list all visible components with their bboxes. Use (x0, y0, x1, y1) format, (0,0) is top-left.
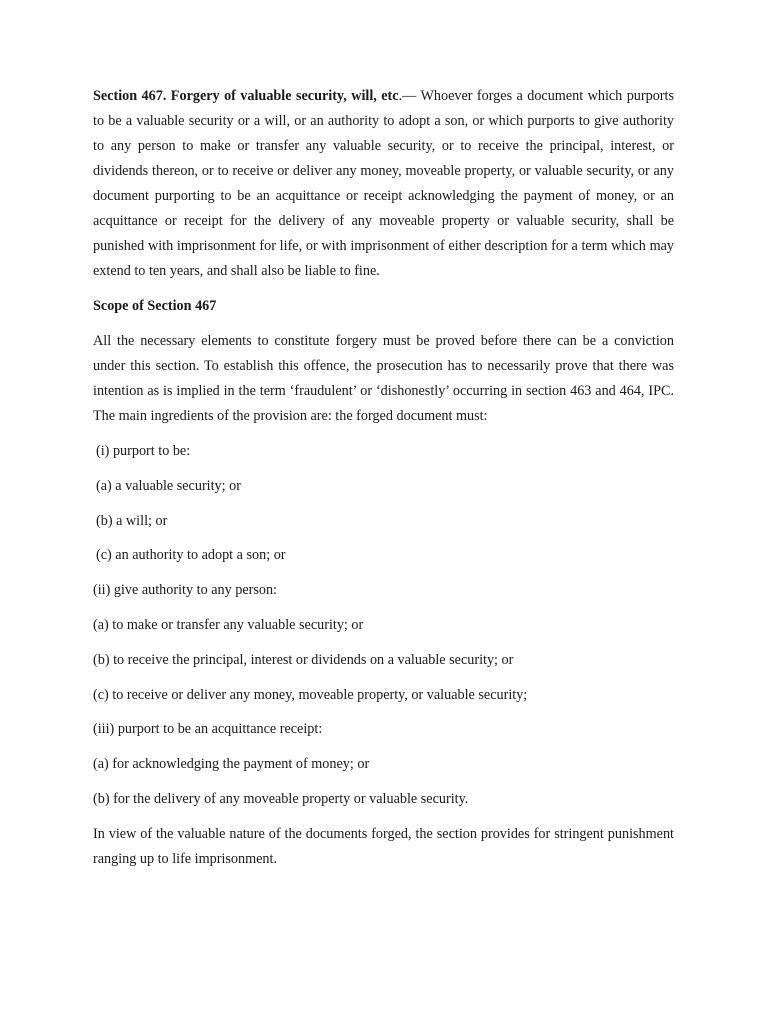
list-item: (c) to receive or deliver any money, moveable property, or valuable security; (93, 686, 528, 703)
section-title: Section 467. Forgery of valuable security, will, etc (93, 88, 399, 104)
section-paragraph (93, 84, 674, 284)
section-text: Whoever forges a document which purports to be a valuable security or a will, or an authority to adopt a son, or which purports to give authority to any person to make or transfer any valuable security, or to receive the principal, interest, or dividends thereon, or to receive or deliver any money, moveable property, or valuable security, or any document purporting to be an acquittance or receipt acknowledging the payment of money, or an acquittance or receipt for the delivery of any moveable property or valuable security, shall be punished with imprisonment for life, or with imprisonment of either description for a term which may extend to ten years, and shall also be liable to fine. (93, 88, 674, 279)
list-item: (b) for the delivery of any moveable property or valuable security. (93, 790, 469, 807)
list-item: (b) a will; or (96, 512, 168, 529)
document-page (93, 84, 674, 872)
list-item: (a) a valuable security; or (96, 477, 241, 494)
list-item: (c) an authority to adopt a son; or (96, 547, 286, 564)
scope-conclusion: In view of the valuable nature of the documents forged, the section provides for stringent punishment ranging up to life imprisonment. (93, 825, 674, 867)
list-item: (ii) give authority to any person: (93, 582, 278, 599)
list-item: (i) purport to be: (96, 443, 191, 459)
scope-intro: All the necessary elements to constitute forgery must be proved before there can be a conviction under this section. To establish this offence, the prosecution has to necessarily prove that there was intention as is implied in the term ‘fraudulent’ or ‘dishonestly’ occurring in section 463 and 464, IPC. The main ingredients of the provision are: the forged document must: (93, 333, 674, 424)
list-item: (a) for acknowledging the payment of money; or (93, 756, 370, 773)
list-item: (iii) purport to be an acquittance receipt: (93, 721, 323, 738)
scope-heading: Scope of Section 467 (93, 298, 217, 314)
list-item: (b) to receive the principal, interest or dividends on a valuable security; or (93, 651, 514, 668)
section-title-dash: .— (398, 88, 421, 104)
list-item: (a) to make or transfer any valuable security; or (93, 616, 364, 633)
